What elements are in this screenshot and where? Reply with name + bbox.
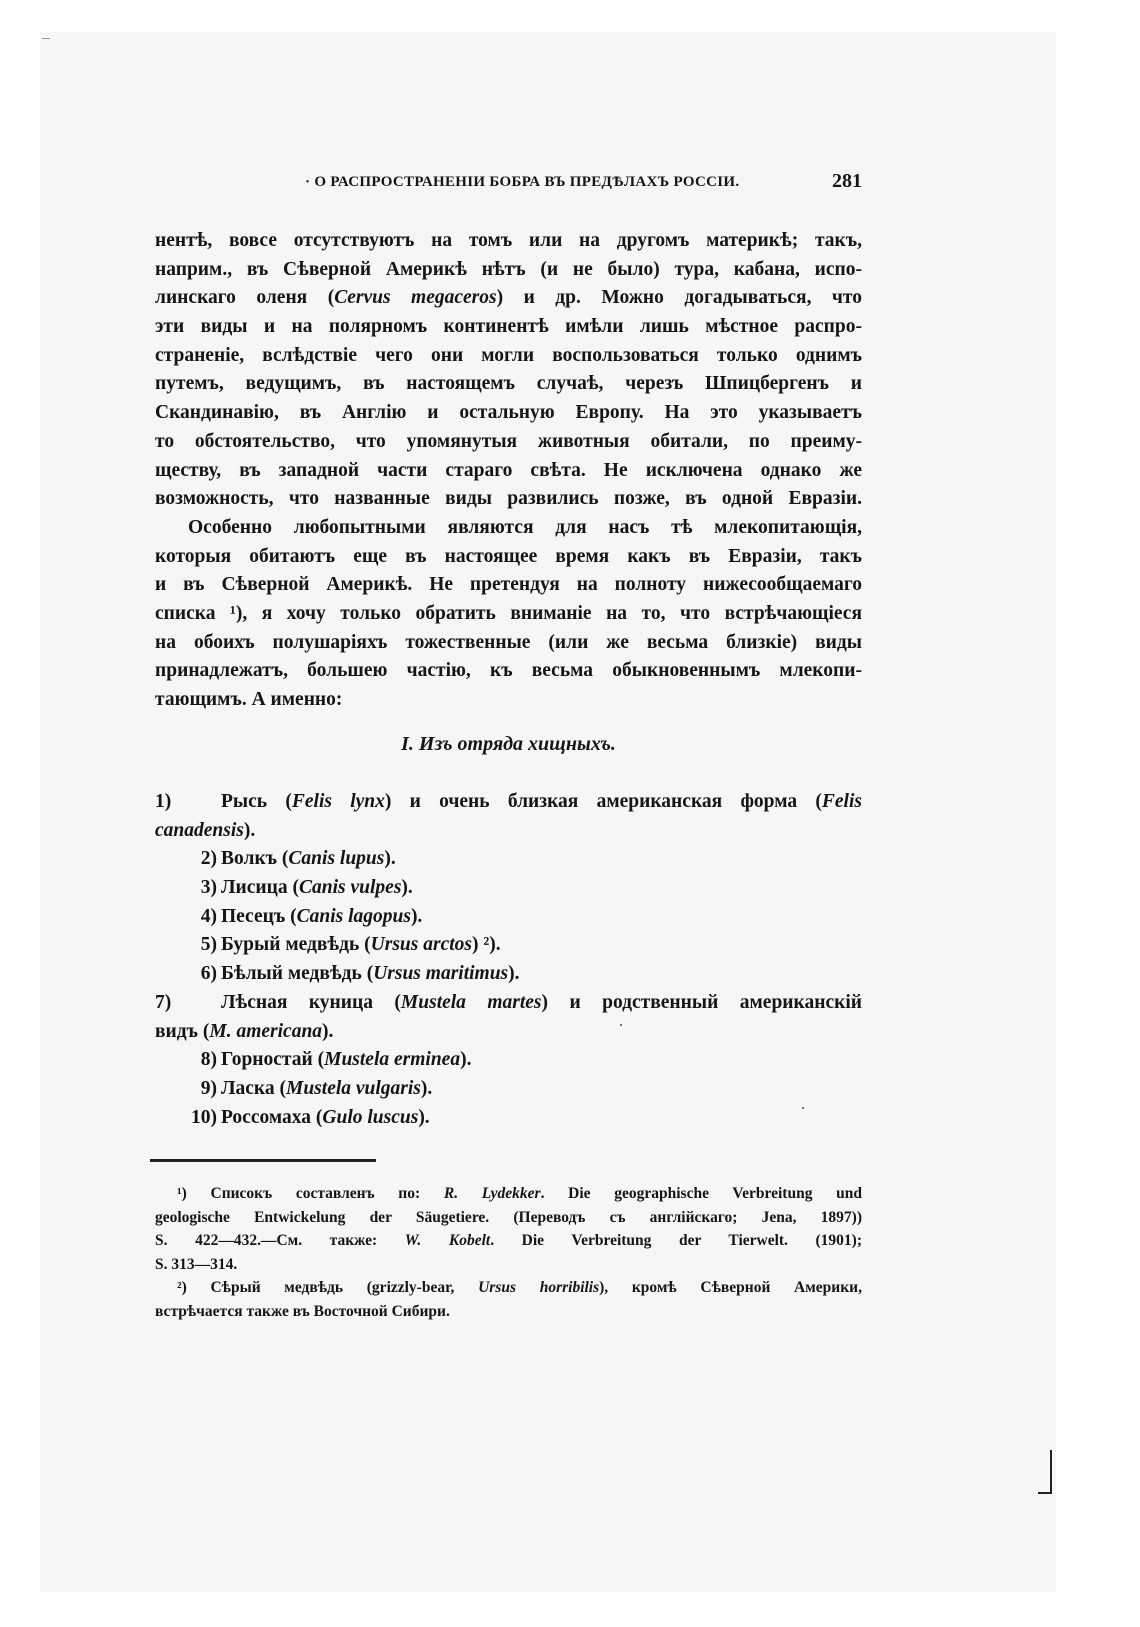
list-item-continuation — [155, 1018, 862, 1047]
list-item — [155, 1075, 862, 1104]
latin-name: Mustela martes — [400, 991, 542, 1013]
text-run: которыя обитаютъ еще въ настоящее время какъ въ Евразіи, такъ — [155, 545, 862, 567]
text-line — [155, 543, 862, 572]
list-number: 5) — [200, 934, 217, 956]
text-run: ). — [322, 1020, 334, 1042]
text-run: видъ ( — [155, 1020, 210, 1042]
section-heading: I. Изъ отряда хищныхъ. — [401, 733, 616, 755]
text-run: ) и очень близкая американская форма ( — [384, 791, 822, 812]
text-run: тающимъ. А именно: — [155, 689, 343, 711]
text-line — [155, 1253, 862, 1277]
list-item-continuation — [155, 817, 862, 846]
text-line — [155, 657, 862, 686]
paragraph-1 — [155, 227, 862, 514]
text-run: ществу, въ западной части стараго свѣта. Не исключена однако же — [155, 459, 862, 481]
latin-name: Canis vulpes — [299, 877, 402, 899]
text-run: Лисица ( — [221, 877, 300, 899]
list-item — [155, 1046, 862, 1075]
latin-name: W. Kobelt — [404, 1232, 491, 1249]
text-run: возможность, что названные виды развились позже, въ одной Евразіи. — [155, 488, 862, 510]
text-line — [155, 1300, 862, 1324]
running-header — [155, 170, 862, 198]
list-item — [155, 845, 862, 874]
text-line — [155, 284, 862, 313]
text-line — [155, 514, 862, 543]
text-run: Рысь ( — [221, 791, 292, 812]
list-item — [155, 903, 862, 932]
text-line — [155, 457, 862, 486]
text-run: ¹) Списокъ составленъ по: — [177, 1185, 444, 1202]
latin-name: Ursus horribilis — [478, 1279, 600, 1296]
running-title: · О РАСПРОСТРАНЕНІИ БОБРА ВЪ ПРЕДѢЛАХЪ РОССІИ. — [305, 174, 740, 190]
latin-name: Gulo luscus — [322, 1106, 419, 1128]
text-run: Волкъ ( — [221, 848, 289, 870]
text-run: ). — [460, 1049, 472, 1071]
text-run: встрѣчается также въ Восточной Сибири. — [155, 1302, 450, 1320]
text-line — [155, 428, 862, 457]
text-run: списка ¹), я хочу только обратить вниманіе на то, что встрѣчающіеся — [155, 603, 862, 625]
text-line — [155, 571, 862, 600]
latin-name: Ursus maritimus — [373, 963, 509, 985]
text-line — [155, 485, 862, 514]
latin-name: Canis lagopus — [296, 905, 411, 927]
text-run: Особенно любопытными являются для насъ тѣ млекопитающія, — [188, 517, 862, 538]
text-run: Песецъ ( — [221, 905, 297, 927]
text-run: Бѣлый медвѣдь ( — [221, 963, 374, 985]
text-run: Скандинавію, въ Англію и остальную Европу. На это указываетъ — [155, 402, 862, 424]
scan-mark — [42, 38, 50, 39]
list-item — [155, 1104, 862, 1133]
latin-name: Ursus arctos — [370, 934, 472, 956]
text-run: ) и др. Можно догадываться, что — [496, 287, 862, 309]
latin-name: R. Lydekker — [443, 1185, 541, 1202]
crop-mark — [1038, 1450, 1052, 1494]
text-run: ). — [384, 848, 396, 870]
scan-speck — [620, 1024, 622, 1026]
text-run: geologische Entwickelung der Säugetiere. (Переводъ съ англійскаго; Jena, 1897)) — [155, 1208, 862, 1226]
list-item — [155, 931, 862, 960]
list-number: 9) — [200, 1077, 217, 1099]
text-run: линскаго оленя ( — [155, 287, 335, 309]
latin-name: Felis — [821, 791, 862, 812]
text-line — [155, 313, 862, 342]
list-number: 8) — [200, 1049, 217, 1071]
list-number: 7) — [155, 991, 172, 1013]
text-run: ) и родственный американскій — [541, 991, 862, 1013]
text-run: ) ²). — [472, 934, 501, 956]
footnotes — [155, 1182, 862, 1323]
species-list — [155, 788, 862, 1132]
text-run: S. 313—314. — [155, 1255, 238, 1273]
latin-name: Canis lupus — [288, 848, 385, 870]
text-line — [155, 370, 862, 399]
text-run: Бурый медвѣдь ( — [221, 934, 371, 956]
list-number: 3) — [200, 877, 217, 899]
text-run: нентѣ, вовсе отсутствуютъ на томъ или на другомъ материкѣ; такъ, — [155, 230, 862, 251]
page-number: 281 — [832, 170, 862, 192]
text-line — [155, 399, 862, 428]
text-run: наприм., въ Сѣверной Америкѣ нѣтъ (и не было) тура, кабана, испо- — [155, 258, 862, 280]
text-run: и въ Сѣверной Америкѣ. Не претендуя на полноту нижесообщаемаго — [155, 574, 862, 596]
list-number: 6) — [200, 963, 217, 985]
text-run: . Die geographische Verbreitung und — [540, 1185, 862, 1202]
text-run: Россомаха ( — [221, 1106, 323, 1128]
text-run: Горностай ( — [221, 1049, 325, 1071]
text-line — [155, 342, 862, 371]
list-number: 2) — [200, 848, 217, 870]
list-number: 4) — [200, 905, 217, 927]
text-run: ). — [418, 1106, 430, 1128]
paragraph-2 — [155, 514, 862, 715]
text-run: то обстоятельство, что упомянутыя животныя обитали, по преиму- — [155, 430, 862, 452]
list-item — [155, 874, 862, 903]
latin-name: canadensis — [155, 819, 244, 841]
text-run: принадлежатъ, большею частію, къ весьма обыкновеннымъ млекопи- — [155, 660, 862, 682]
text-run: Ласка ( — [221, 1077, 286, 1099]
text-line — [155, 600, 862, 629]
text-run: ). — [401, 877, 413, 899]
text-run: . Die Verbreitung der Tierwelt. (1901); — [490, 1232, 862, 1249]
text-line — [155, 256, 862, 285]
text-line — [155, 1206, 862, 1230]
text-line — [155, 629, 862, 658]
text-line — [155, 686, 862, 715]
text-run: ). — [243, 819, 256, 841]
latin-name: Cervus megaceros — [334, 287, 497, 309]
text-line — [155, 1229, 862, 1253]
footnote-rule — [150, 1159, 376, 1162]
text-line — [155, 227, 862, 256]
latin-name: Felis lynx — [291, 791, 385, 812]
list-item — [155, 989, 862, 1018]
list-item — [155, 960, 862, 989]
text-run: эти виды и на полярномъ континентѣ имѣли лишь мѣстное распро- — [155, 316, 862, 338]
list-number: 1) — [155, 791, 172, 812]
latin-name: Mustela vulgaris — [286, 1077, 421, 1099]
text-run: ²) Сѣрый медвѣдь (grizzly-bear, — [177, 1279, 479, 1296]
text-run: ). — [508, 963, 520, 985]
text-run: ). — [420, 1077, 433, 1099]
text-run: путемъ, ведущимъ, въ настоящемъ случаѣ, черезъ Шпицбергенъ и — [155, 373, 862, 395]
text-run: страненіе, вслѣдствіе чего они могли воспользоваться только однимъ — [155, 344, 862, 366]
scan-speck — [802, 1107, 804, 1109]
list-number: 10) — [191, 1106, 217, 1128]
latin-name: Mustela erminea — [324, 1049, 461, 1071]
text-run: S. 422—432.—См. также: — [155, 1232, 405, 1249]
text-run: ), кромѣ Сѣверной Америки, — [599, 1279, 862, 1296]
text-run: на обоихъ полушаріяхъ тожественные (или же весьма близкіе) виды — [155, 631, 862, 653]
list-item — [155, 788, 862, 817]
text-run: Лѣсная куница ( — [221, 991, 401, 1013]
text-line — [155, 1276, 862, 1300]
latin-name: M. americana — [209, 1020, 323, 1042]
text-run: ). — [410, 905, 423, 927]
text-line — [155, 1182, 862, 1206]
